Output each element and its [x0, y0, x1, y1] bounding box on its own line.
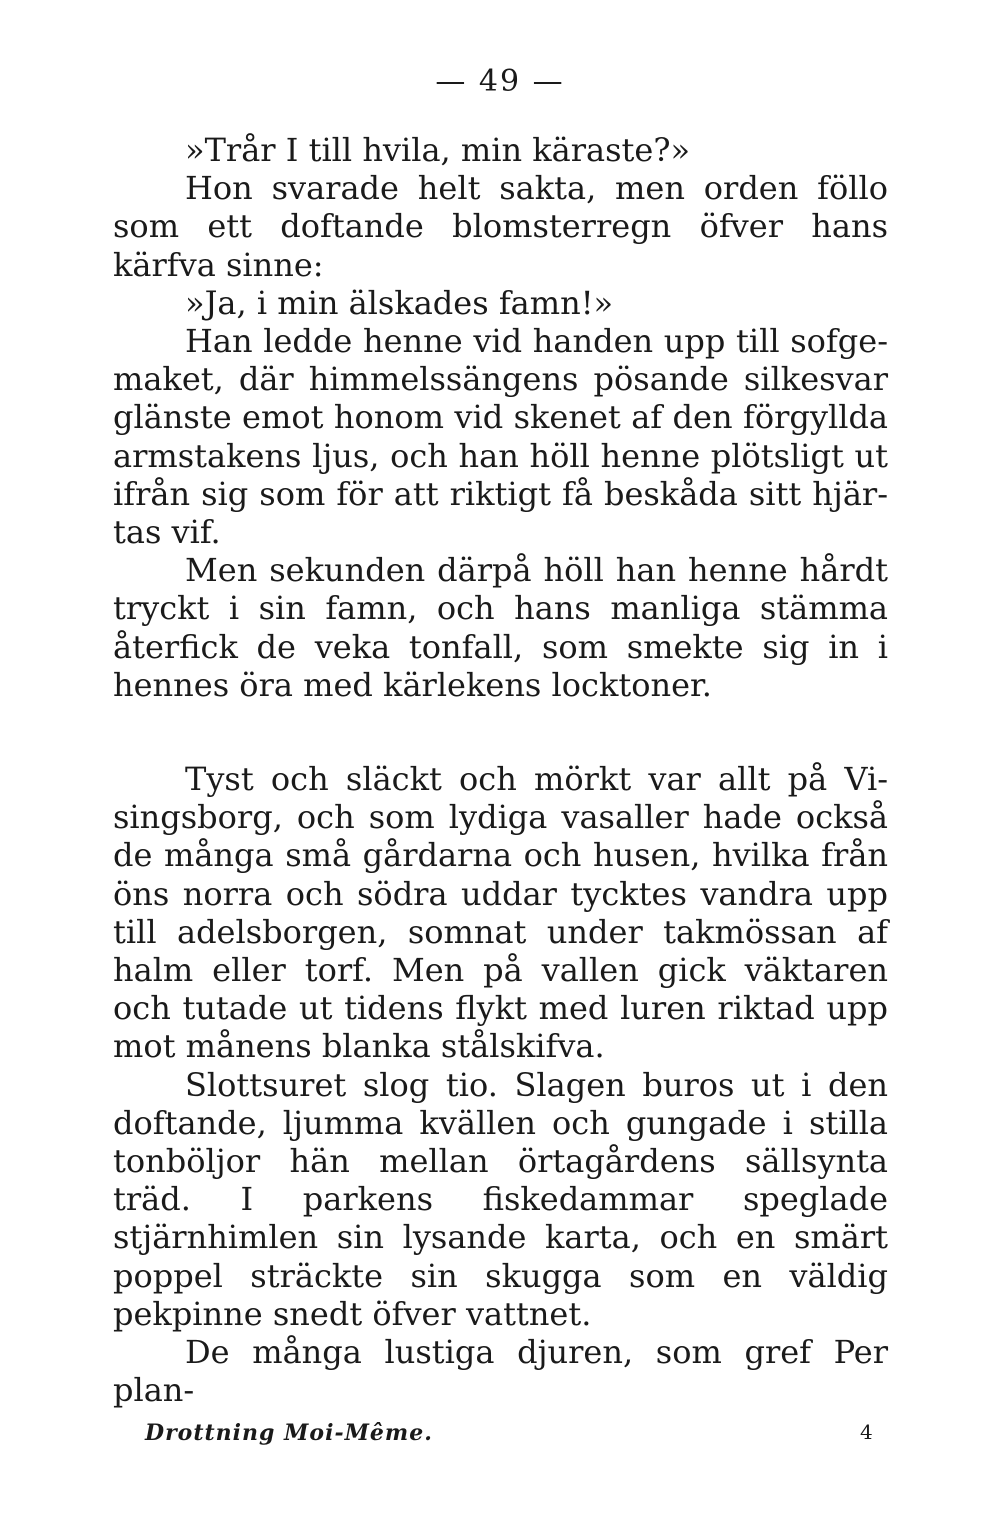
text-section-2	[113, 760, 888, 1409]
paragraph: Tyst och släckt och mörkt var allt på Visingsborg, och som lydiga vasaller hade också de många små gårdarna och husen, hvilka från öns norra och södra uddar tycktes vandra upp till adelsborgen, somnat under takmössan af halm eller torf. Men på vallen gick väktaren och tutade ut tidens flykt med luren riktad upp mot månens blanka stålskifva.	[113, 760, 888, 1066]
paragraph: De många lustiga djuren, som gref Per plan-	[113, 1333, 888, 1410]
running-footer-title: Drottning Moi-Même.	[145, 1420, 433, 1446]
signature-mark: 4	[860, 1420, 873, 1444]
paragraph: Slottsuret slog tio. Slagen buros ut i den doftande, ljumma kvällen och gungade i stilla tonböljor hän mellan örtagårdens sällsynta träd. I parkens fiskedammar speglade stjärnhimlen sin lysande karta, och en smärt poppel sträckte sin skugga som en väldig pekpinne snedt öfver vattnet.	[113, 1065, 888, 1333]
paragraph: »Ja, i min älskades famn!»	[185, 283, 614, 322]
page-number: — 49 —	[435, 64, 565, 99]
paragraph: Han ledde henne vid handen upp till sofgemaket, där himmelssängens pösande silkesvar glänste emot honom vid skenet af den förgyllda armstakens ljus, och han höll henne plötsligt ut ifrån sig som för att riktigt få beskåda sitt hjärtas vif.	[113, 322, 888, 552]
paragraph: Hon svarade helt sakta, men orden föllo som ett doftande blomsterregn öfver hans kärfva sinne:	[113, 169, 888, 284]
text-section-1	[113, 131, 888, 704]
paragraph: Men sekunden därpå höll han henne hårdt tryckt i sin famn, och hans manliga stämma återfick de veka tonfall, som smekte sig in i hennes öra med kärlekens locktoner.	[113, 551, 888, 704]
paragraph: »Trår I till hvila, min käraste?»	[185, 131, 691, 169]
